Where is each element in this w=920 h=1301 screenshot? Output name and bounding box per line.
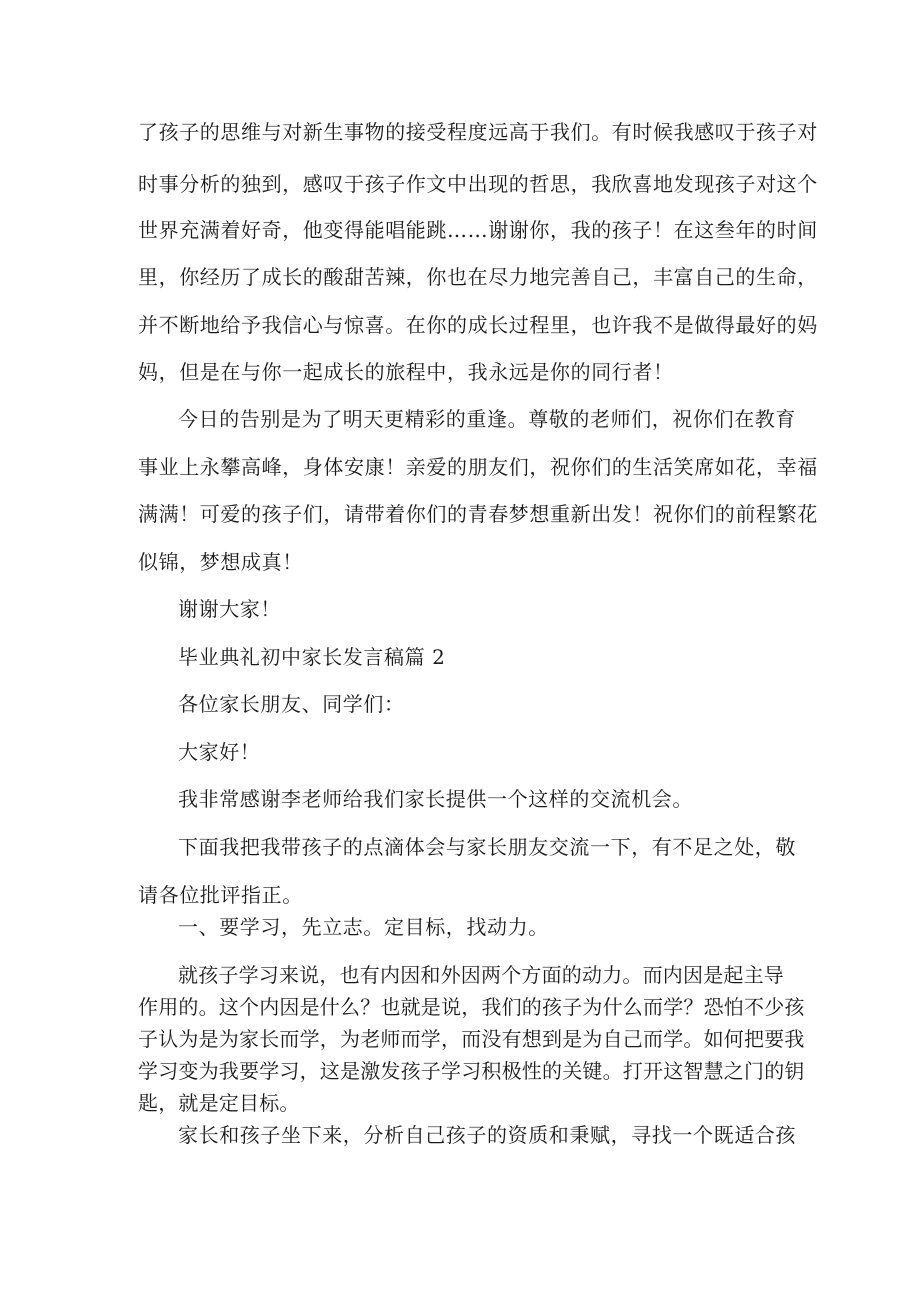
text-line: 我非常感谢李老师给我们家长提供一个这样的交流机会。 bbox=[178, 787, 693, 811]
text-line: 世界充满着好奇，他变得能唱能跳……谢谢你，我的孩子！在这叁年的时间 bbox=[138, 218, 818, 242]
text-line: 家长和孩子坐下来，分析自己孩子的资质和秉赋，寻找一个既适合孩 bbox=[178, 1123, 796, 1147]
text-line: 下面我把我带孩子的点滴体会与家长朋友交流一下，有不足之处，敬 bbox=[178, 835, 796, 859]
text-line: 里，你经历了成长的酸甜苦辣，你也在尽力地完善自己，丰富自己的生命， bbox=[138, 265, 818, 289]
text-line: 匙，就是定目标。 bbox=[138, 1091, 300, 1115]
text-line: 事业上永攀高峰，身体安康！亲爱的朋友们，祝你们的生活笑席如花，幸福 bbox=[138, 455, 818, 479]
text-line: 妈，但是在与你一起成长的旅程中，我永远是你的同行者！ bbox=[138, 360, 674, 384]
text-line: 子认为是为家长而学，为老师而学，而没有想到是为自己而学。如何把要我 bbox=[138, 1027, 805, 1051]
text-line: 并不断地给予我信心与惊喜。在你的成长过程里，也许我不是做得最好的妈 bbox=[138, 313, 818, 337]
greeting: 大家好！ bbox=[178, 740, 261, 764]
text-line: 请各位批评指正。 bbox=[138, 883, 303, 907]
closing-thanks: 谢谢大家！ bbox=[178, 597, 281, 621]
text-line: 就孩子学习来说，也有内因和外因两个方面的动力。而内因是起主导 bbox=[178, 963, 784, 987]
section-title: 毕业典礼初中家长发言稿篇 2 bbox=[178, 645, 446, 669]
text-line: 似锦，梦想成真！ bbox=[138, 550, 303, 574]
text-line: 时事分析的独到，感叹于孩子作文中出现的哲思，我欣喜地发现孩子对这个 bbox=[138, 172, 818, 196]
text-line: 作用的。这个内因是什么？也就是说，我们的孩子为什么而学？恐怕不少孩 bbox=[138, 995, 805, 1019]
text-line: 满满！可爱的孩子们，请带着你们的青春梦想重新出发！祝你们的前程繁花 bbox=[138, 502, 818, 526]
text-line: 今日的告别是为了明天更精彩的重逢。尊敬的老师们，祝你们在教育 bbox=[178, 407, 796, 431]
subheading: 一、要学习，先立志。定目标，找动力。 bbox=[178, 915, 549, 939]
salutation: 各位家长朋友、同学们： bbox=[178, 692, 405, 716]
text-line: 了孩子的思维与对新生事物的接受程度远高于我们。有时候我感叹于孩子对 bbox=[138, 120, 818, 144]
text-line: 学习变为我要学习，这是激发孩子学习积极性的关键。打开这智慧之门的钥 bbox=[138, 1059, 805, 1083]
